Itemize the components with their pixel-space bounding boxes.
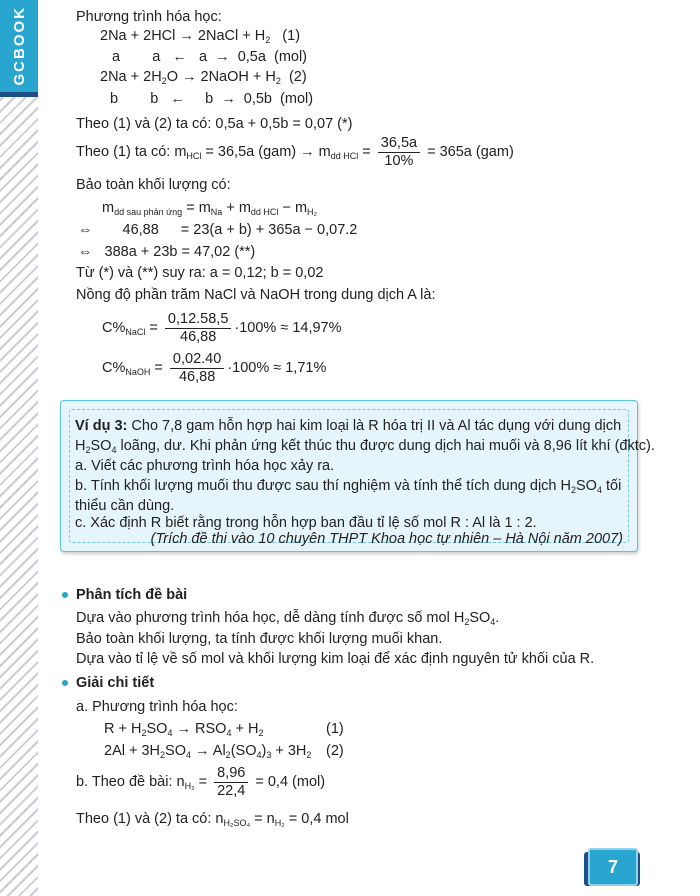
equation-1-moles: a a ← a → 0,5a (mol) xyxy=(112,49,308,65)
mass-conservation-intro: Bảo toàn khối lượng có: xyxy=(76,177,231,193)
example-line-4: b. Tính khối lượng muối thu được sau thí nghiệm và tính thể tích dung dịch $H_2SO_4$ tối xyxy=(75,478,622,495)
analysis-bullet-icon xyxy=(62,592,68,598)
example-box xyxy=(60,400,655,552)
sum-equation: Theo (1) và (2) ta có: 0,5a + 0,5b = 0,07 (*) xyxy=(76,116,353,132)
concentration-intro: Nồng độ phần trăm NaCl và NaOH trong dung dịch A là: xyxy=(76,287,436,303)
equation-2-moles: b b ← b → 0,5b (mol) xyxy=(110,91,314,107)
example-line-1: Ví dụ 3: Cho 7,8 gam hỗn hợp hai kim loại là R hóa trị II và Al tác dụng với dung dịch xyxy=(75,418,622,434)
equation-1: 2Na + 2HCl → 2NaCl + $H_2$ (1) xyxy=(100,28,301,45)
page-number: 7 xyxy=(588,848,638,886)
analysis-line-2: Bảo toàn khối lượng, ta tính được khối lượng muối khan. xyxy=(76,631,443,647)
solution-a-intro: a. Phương trình hóa học: xyxy=(76,699,238,715)
analysis-line-1: Dựa vào phương trình hóa học, dễ dàng tính được số mol $H_2SO_4$. xyxy=(76,610,500,627)
analysis-heading: Phân tích đề bài xyxy=(76,587,188,603)
brand-underline xyxy=(0,92,38,97)
reaction-1-tag: (1) xyxy=(326,721,344,737)
mass-equation-1: $m_{dd sau phản ứng} = m_{Na} + m_{dd HCl} - m_{H_2}$ xyxy=(102,200,318,217)
solution-bullet-icon xyxy=(62,680,68,686)
example-line-3: a. Viết các phương trình hóa học xảy ra. xyxy=(75,458,335,474)
hcl-mass-line: Theo (1) ta có: $m_{HCl} = 36,5a$ $(gam) \to m_{dd HCl}$ = $\frac{36,5a}{10\%}$ = 365a (gam) xyxy=(76,134,514,169)
example-source: (Trích đề thi vào 10 chuyên THPT Khoa học tự nhiên – Hà Nội năm 2007) xyxy=(150,531,623,547)
analysis-line-3: Dựa vào tỉ lệ về số mol và khối lượng kim loại để xác định nguyên tử khối của R. xyxy=(76,651,595,667)
brand-logo: GCBOOK xyxy=(0,0,38,92)
mass-equation-2: ⇔ 46,88 = 23(a + b) + 365a − 0,07.2 xyxy=(78,222,358,238)
decorative-stripe-margin xyxy=(0,0,38,896)
equation-2: $2Na + 2H_2O$ → 2NaOH + $H_2$ (2) xyxy=(100,69,307,86)
equation-intro: Phương trình hóa học: xyxy=(76,9,222,25)
naoh-concentration: $C\%_{NaOH}$ = $\frac{0,02.40}{46,88}$ ·100% ≈ 1,71% xyxy=(102,350,327,385)
reaction-1: $R + H_2SO_4 \to RSO_4 + H_2$ xyxy=(104,721,264,738)
example-line-2: $H_2SO_4$ loãng, dư. Khi phản ứng kết thúc thu được dung dịch hai muối và 8,96 lít khí (đktc). xyxy=(75,438,655,455)
deduction-line: Từ (*) và (**) suy ra: a = 0,12; b = 0,02 xyxy=(76,265,324,281)
hydrogen-moles-line: b. Theo đề bài: $n_{H_2}$ = $\frac{8,96}{22,4}$ = 0,4 (mol) xyxy=(76,764,326,799)
naci-concentration: $C\%_{NaCl}$ = $\frac{0,12.58,5}{46,88}$ ·100% ≈ 14,97% xyxy=(102,310,342,345)
reaction-2: $2Al + 3H_2SO_4 \to Al_2(SO_4)_3 + 3H_2$ xyxy=(104,743,312,760)
solution-heading: Giải chi tiết xyxy=(76,675,155,691)
example-line-6: c. Xác định R biết rằng trong hỗn hợp ban đầu tỉ lệ số mol R : Al là 1 : 2. xyxy=(75,515,537,531)
reaction-2-tag: (2) xyxy=(326,743,344,759)
sulfuric-moles-line: Theo (1) và (2) ta có: $n_{H_2SO_4} = n_{H_2} = 0,4$ mol xyxy=(76,811,349,828)
mass-equation-3: ⇔ 388a + 23b = 47,02 (**) xyxy=(78,244,256,260)
example-line-5: thiểu cần dùng. xyxy=(75,498,175,514)
